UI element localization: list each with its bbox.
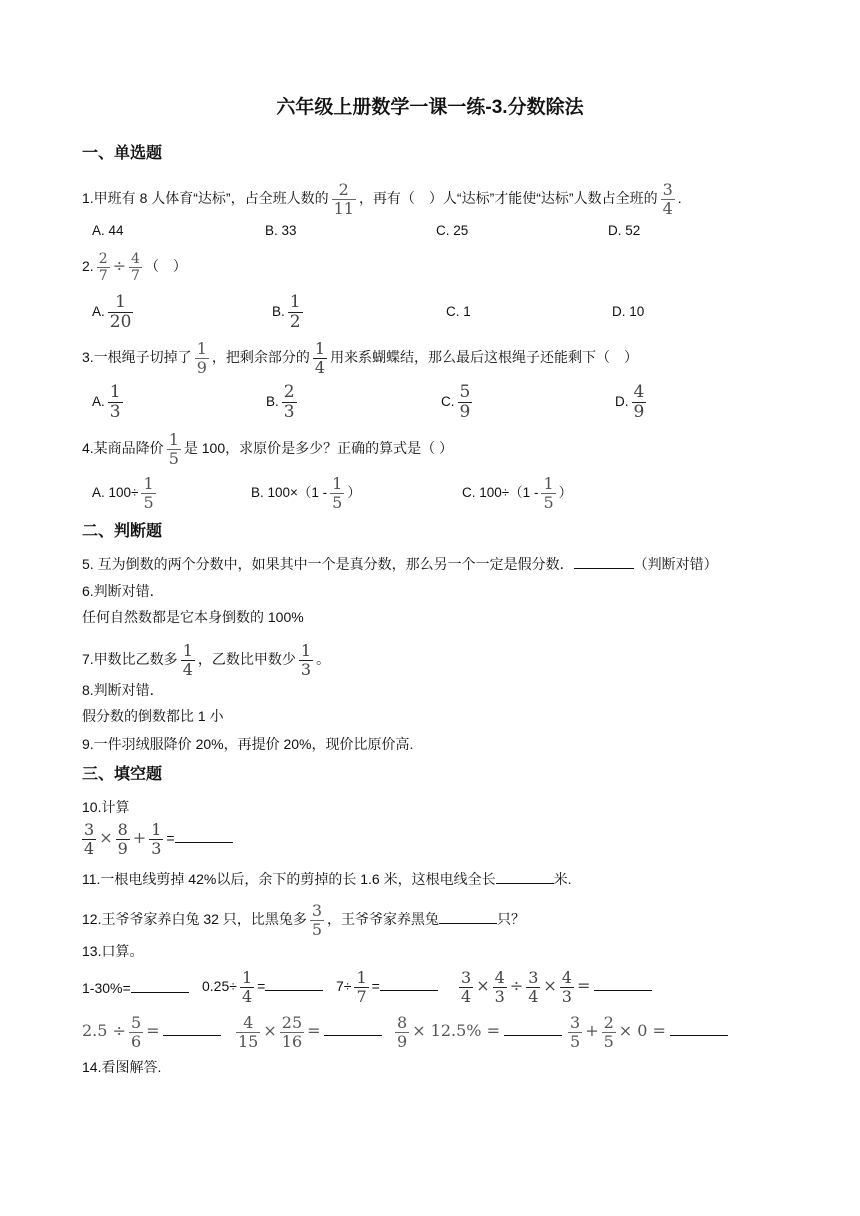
section-heading-single-choice: 一、单选题 [82,145,163,162]
q2-fraction-1 [97,252,110,283]
q2-f1-num: 2 [98,251,108,267]
q4-oa-den: 5 [143,493,154,512]
q13-r2-e4-f2-den: 5 [603,1032,614,1051]
q3-oa-den: 3 [109,402,121,422]
q13-r2-e3-den: 9 [397,1032,408,1051]
q4-text-a: 4.某商品降价 [82,440,164,457]
question-6-line-1: 6.判断对错． [82,583,164,599]
q13-r1-e3-num: 1 [356,968,367,987]
q3-f1-num: 1 [196,339,207,358]
q2-fraction-2 [129,252,142,283]
q10-answer-blank[interactable] [175,828,233,843]
q13-r2-e4-op1: + [585,1021,599,1041]
q13-r1-e3-fraction [354,970,368,1005]
q2-tail: （ ） [144,258,187,275]
q12-text-c: 只？ [497,911,526,928]
q13-r1-e4-f2-den: 3 [494,987,505,1006]
q1-f1-den: 11 [333,199,354,218]
q3-text-c: 用来系蝴蝶结，那么最后这根绳子还能剩下（ ） [330,349,639,366]
q5-tail: （判断对错） [633,556,718,572]
question-4 [82,432,453,467]
q13-r1-e3-eq: = [371,978,380,995]
q3-option-d[interactable] [615,384,649,421]
q13-r2-e2-f2 [280,1015,304,1050]
q4-oc-num: 1 [543,474,554,493]
question-8-line-1: 8.判断对错． [82,682,164,698]
q2-ob-num: 1 [289,292,301,312]
q3-f1-den: 9 [196,358,207,377]
q1-f2-num: 3 [662,180,673,199]
q7-fraction-2 [299,643,313,678]
q4-text-b: 是 100，求原价是多少？正确的算式是（ ） [183,440,454,457]
q13-r2-e4-f2 [602,1015,616,1050]
q4-option-a[interactable] [92,476,159,511]
q2-divide-sign: ÷ [112,256,127,276]
q13-r2-e2-op: × [263,1021,277,1041]
q13-r2-e1-text: 2.5 ÷ [82,1021,126,1041]
q13-r2-e4-f1-num: 3 [570,1013,581,1032]
q13-r1-e4-f3-num: 3 [528,968,539,987]
q3-ob-den: 3 [283,402,295,422]
q4-option-a-label: A. 100÷ [92,485,139,501]
q2-option-b[interactable] [272,294,306,331]
q3-text-b: ，把剩余部分的 [211,349,310,366]
q13-r2-e3-fraction [395,1015,409,1050]
question-9: 9.一件羽绒服降价 20%，再提价 20%，现价比原价高. [82,736,414,752]
q4-oc-den: 5 [543,493,554,512]
question-13-label: 13.口算。 [82,943,144,959]
q10-fraction-2 [116,822,130,857]
question-10-expression [82,822,233,857]
q3-option-d-label: D. [615,394,629,410]
q12-f1-den: 5 [311,920,323,939]
q10-fraction-1 [82,822,96,857]
question-11 [82,869,571,889]
q10-plus-sign: + [132,828,147,848]
q13-r1-e4-f1 [459,970,473,1005]
q1-option-b[interactable]: B. 33 [265,223,297,238]
q13-row-2-item-4 [565,1015,728,1050]
q2-f2-den: 7 [131,268,140,284]
q10-f1-num: 3 [84,820,95,839]
q3-fraction-1 [195,341,209,376]
q3-ob-num: 2 [283,382,295,402]
q3-f2-num: 1 [314,339,326,358]
q4-option-c-label: C. 100÷（1 - [462,485,539,501]
q1-f1-num: 2 [338,180,349,199]
q13-row-2-item-1 [82,1015,221,1050]
q3-option-c-label: C. [441,394,455,410]
q10-equals: = [166,830,175,847]
q3-option-b-label: B. [266,394,279,410]
q13-r2-e1-eq: = [146,1021,160,1041]
q3-fraction-2 [313,341,327,376]
q13-r2-e2-eq: = [307,1021,321,1041]
q3-option-a-fraction [108,384,123,421]
q4-ob-num: 1 [332,474,343,493]
question-12 [82,903,525,938]
q3-od-den: 9 [633,402,645,422]
q13-r1-e4-f4-den: 3 [561,987,572,1006]
q3-f2-den: 4 [314,358,326,377]
q2-f1-den: 7 [98,268,108,284]
q12-text-a: 12.王爷爷家养白兔 32 只，比黑兔多 [82,911,307,928]
q3-option-d-fraction [632,384,647,421]
q4-f1-num: 1 [168,430,179,449]
q13-r2-e3-blank[interactable] [504,1021,562,1036]
q10-f1-den: 4 [84,839,95,858]
q4-option-a-fraction [141,476,155,511]
q13-r2-e2-f2-den: 16 [281,1032,303,1051]
q10-fraction-3 [149,822,163,857]
question-8-line-2: 假分数的倒数都比 1 小 [82,708,224,724]
q3-oc-num: 5 [459,382,471,402]
q3-od-num: 4 [633,382,645,402]
q13-r1-e4-f3-den: 4 [528,987,539,1006]
q13-r1-e3-text: 7÷ [336,978,352,995]
q3-option-b[interactable] [266,384,300,421]
page-title: 六年级上册数学一课一练-3.分数除法 [276,97,584,118]
q5-text: 5. 互为倒数的两个分数中，如果其中一个是真分数，那么另一个一定是假分数． [82,556,574,572]
q7-f1-den: 4 [182,660,193,679]
q13-row-2-item-2 [233,1015,382,1050]
q12-answer-blank[interactable] [439,909,497,924]
q13-r2-e1-den: 6 [130,1032,142,1051]
question-3 [82,341,638,376]
q2-option-a-label: A. [92,304,105,320]
q7-text-c: 。 [316,651,331,668]
q1-text-c: . [677,190,682,207]
question-6-line-2: 任何自然数都是它本身倒数的 100% [82,609,304,625]
q3-oa-num: 1 [109,382,121,402]
q2-option-b-fraction [288,294,303,331]
q13-r2-e1-fraction [129,1015,143,1050]
question-10-label: 10.计算 [82,799,130,815]
q13-r1-e4-op2: ÷ [509,976,524,996]
q4-option-b-fraction [330,476,344,511]
q10-f3-den: 3 [151,839,162,858]
q5-answer-blank[interactable] [574,554,634,569]
question-1 [82,182,682,217]
q13-r2-e4-blank[interactable] [670,1021,728,1036]
q4-f1-den: 5 [168,449,179,468]
q13-r2-e3-mid: × 12.5% = [412,1021,500,1041]
q13-row-1-item-1 [82,978,189,998]
q11-text-a: 11.一根电线剪掉 42%以后，余下的剪掉的长 1.6 米，这根电线全长 [82,871,496,887]
q13-r1-e4-f1-num: 3 [461,968,472,987]
q12-fraction [310,903,324,938]
question-5 [82,554,718,574]
q13-r1-e2-eq: = [257,978,266,995]
q13-r1-e2-text: 0.25÷ [202,978,237,995]
q13-r2-e2-blank[interactable] [324,1021,382,1036]
question-7 [82,643,330,678]
q7-f1-num: 1 [182,641,193,660]
q13-r2-e4-f2-num: 2 [603,1013,614,1032]
q1-text-b: ，再有（ ）人“达标”才能使“达标”人数占全班的 [358,190,658,207]
q13-r1-e3-blank[interactable] [380,976,438,991]
q3-oc-den: 9 [459,402,471,422]
question-14: 14.看图解答. [82,1059,162,1075]
q13-r1-e3-den: 7 [356,987,367,1006]
q13-row-2-item-3 [392,1015,562,1050]
q13-r1-e4-op1: × [476,976,490,996]
q1-option-a[interactable]: A. 44 [92,223,124,238]
q3-option-b-fraction [282,384,297,421]
q3-option-c-fraction [458,384,473,421]
q13-r2-e3-num: 8 [397,1013,408,1032]
q10-f3-num: 1 [151,820,162,839]
q2-ob-den: 2 [289,312,301,332]
q1-fraction-2 [661,182,675,217]
q13-r2-e1-blank[interactable] [163,1021,221,1036]
q2-option-b-label: B. [272,304,285,320]
q4-oa-num: 1 [143,474,154,493]
q12-f1-num: 3 [311,901,323,920]
q13-r1-e4-op3: × [543,976,557,996]
q13-r2-e4-f1 [568,1015,582,1050]
q12-text-b: ，王爷爷家养黑兔 [327,911,440,928]
q2-option-c[interactable]: C. 1 [446,304,471,319]
q3-option-c[interactable] [441,384,475,421]
q13-r2-e4-tail: × 0 = [618,1021,666,1041]
q2-option-d[interactable]: D. 10 [612,304,645,319]
q13-row-1-item-3 [336,970,438,1005]
q2-oa-den: 20 [109,312,132,332]
q13-r1-e1-blank[interactable] [131,978,189,993]
q4-option-b[interactable] [251,476,361,511]
q13-r1-e1-text: 1-30%= [82,980,131,996]
section-heading-fill-blank: 三、填空题 [82,766,163,783]
q10-times-sign: × [99,828,113,848]
q1-text-a: 1.甲班有 8 人体育“达标”，占全班人数的 [82,190,329,207]
q4-option-b-end: ） [347,485,361,501]
q1-f2-den: 4 [662,199,673,218]
q13-r1-e4-f4 [560,970,574,1005]
q7-text-a: 7.甲数比乙数多 [82,651,178,668]
q2-option-a[interactable] [92,294,136,331]
q4-option-c-end: ） [558,485,573,501]
q1-option-c[interactable]: C. 25 [436,223,469,238]
q4-option-c[interactable] [462,476,572,511]
q13-r1-e4-eq: = [576,976,591,996]
q13-r2-e2-f1 [236,1015,260,1050]
q2-oa-num: 1 [115,292,126,312]
q1-option-d[interactable]: D. 52 [608,223,641,238]
q4-option-c-fraction [541,476,555,511]
q3-text-a: 3.一根绳子切掉了 [82,349,192,366]
q7-f2-den: 3 [300,660,312,679]
q13-r1-e2-blank[interactable] [265,976,323,991]
question-2 [82,252,187,283]
q2-number: 2. [82,258,94,275]
q13-r1-e4-f2-num: 4 [494,968,505,987]
q3-option-a[interactable] [92,384,126,421]
q7-fraction-1 [181,643,195,678]
q13-r2-e2-f1-num: 4 [243,1013,254,1032]
q10-f2-den: 9 [117,839,128,858]
q13-r1-e4-f4-num: 4 [561,968,572,987]
q13-r2-e1-num: 5 [130,1013,142,1032]
q4-option-b-label: B. 100×（1 - [251,485,328,501]
q13-r1-e2-fraction [240,970,254,1005]
q13-r1-e4-f3 [526,970,540,1005]
q2-f2-num: 4 [131,251,140,267]
section-heading-true-false: 二、判断题 [82,523,163,540]
q13-r1-e4-f1-den: 4 [461,987,472,1006]
q4-fraction-1 [167,432,181,467]
q11-answer-blank[interactable] [496,869,554,884]
q2-option-a-fraction [108,294,134,331]
q13-r1-e2-num: 1 [241,968,253,987]
q1-fraction-1 [332,182,356,217]
q13-r2-e2-f2-num: 25 [281,1013,303,1032]
q13-row-1-item-2 [202,970,323,1005]
q13-r2-e4-f1-den: 5 [570,1032,581,1051]
q11-text-b: 米. [553,871,572,887]
q13-r1-e2-den: 4 [241,987,253,1006]
q7-f2-num: 1 [300,641,312,660]
q3-option-a-label: A. [92,394,105,410]
q13-r1-e4-blank[interactable] [594,976,652,991]
q13-r2-e2-f1-den: 15 [238,1032,259,1051]
q4-ob-den: 5 [332,493,343,512]
q10-f2-num: 8 [117,820,128,839]
q13-r1-e4-f2 [493,970,507,1005]
q7-text-b: ，乙数比甲数少 [197,651,296,668]
q13-row-1-item-4 [456,970,652,1005]
